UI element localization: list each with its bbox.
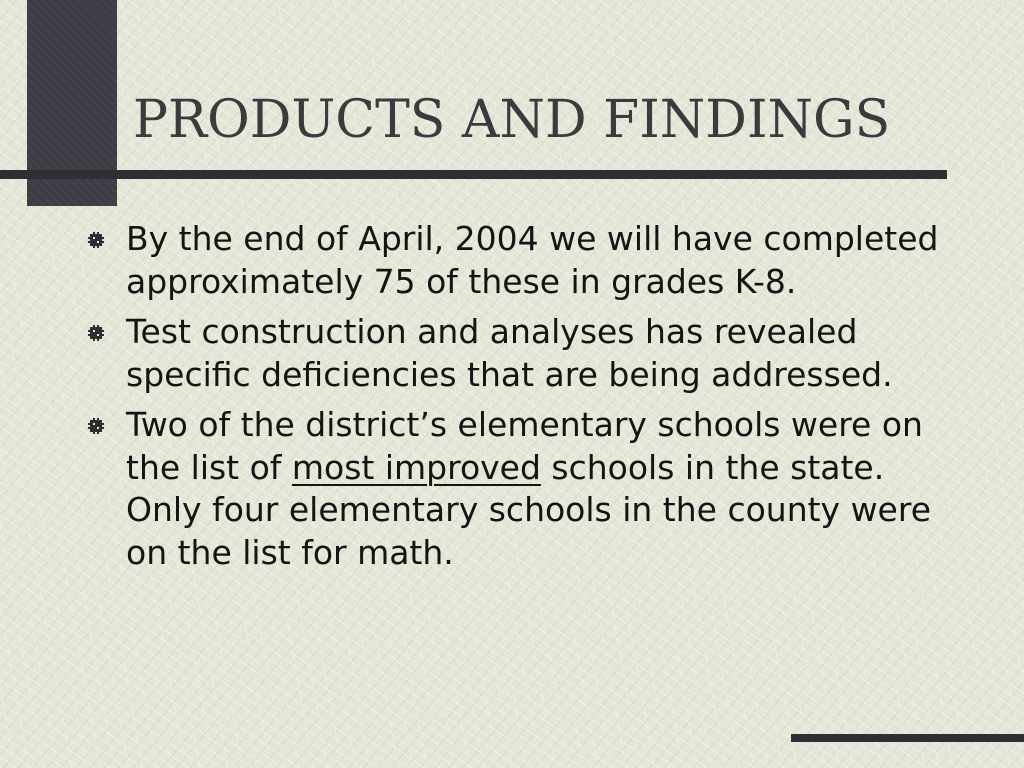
footer-rule [791, 734, 1024, 742]
hash-bullet-icon [88, 232, 104, 248]
bullet-text-3-before: Two of the district’s elementary schools were on the list of [126, 405, 923, 487]
bullet-text-1: By the end of April, 2004 we will have completed approximately 75 of these in grades K-8. [126, 219, 939, 301]
bullet-item-2 [88, 311, 948, 396]
hash-bullet-icon [88, 418, 104, 434]
bullet-text-3-underlined: most improved [291, 447, 541, 487]
slide-title: PRODUCTS AND FINDINGS [133, 90, 891, 150]
bullet-list [88, 218, 948, 582]
hash-bullet-icon [88, 325, 104, 341]
bullet-item-1 [88, 218, 948, 303]
bullet-item-3 [88, 404, 948, 574]
title-rule [0, 170, 947, 179]
bullet-text-2: Test construction and analyses has revealed specific deficiencies that are being addressed. [126, 312, 893, 394]
bullet-text-3-after: schools in the state. Only four elementary schools in the county were on the list for math. [126, 447, 932, 572]
